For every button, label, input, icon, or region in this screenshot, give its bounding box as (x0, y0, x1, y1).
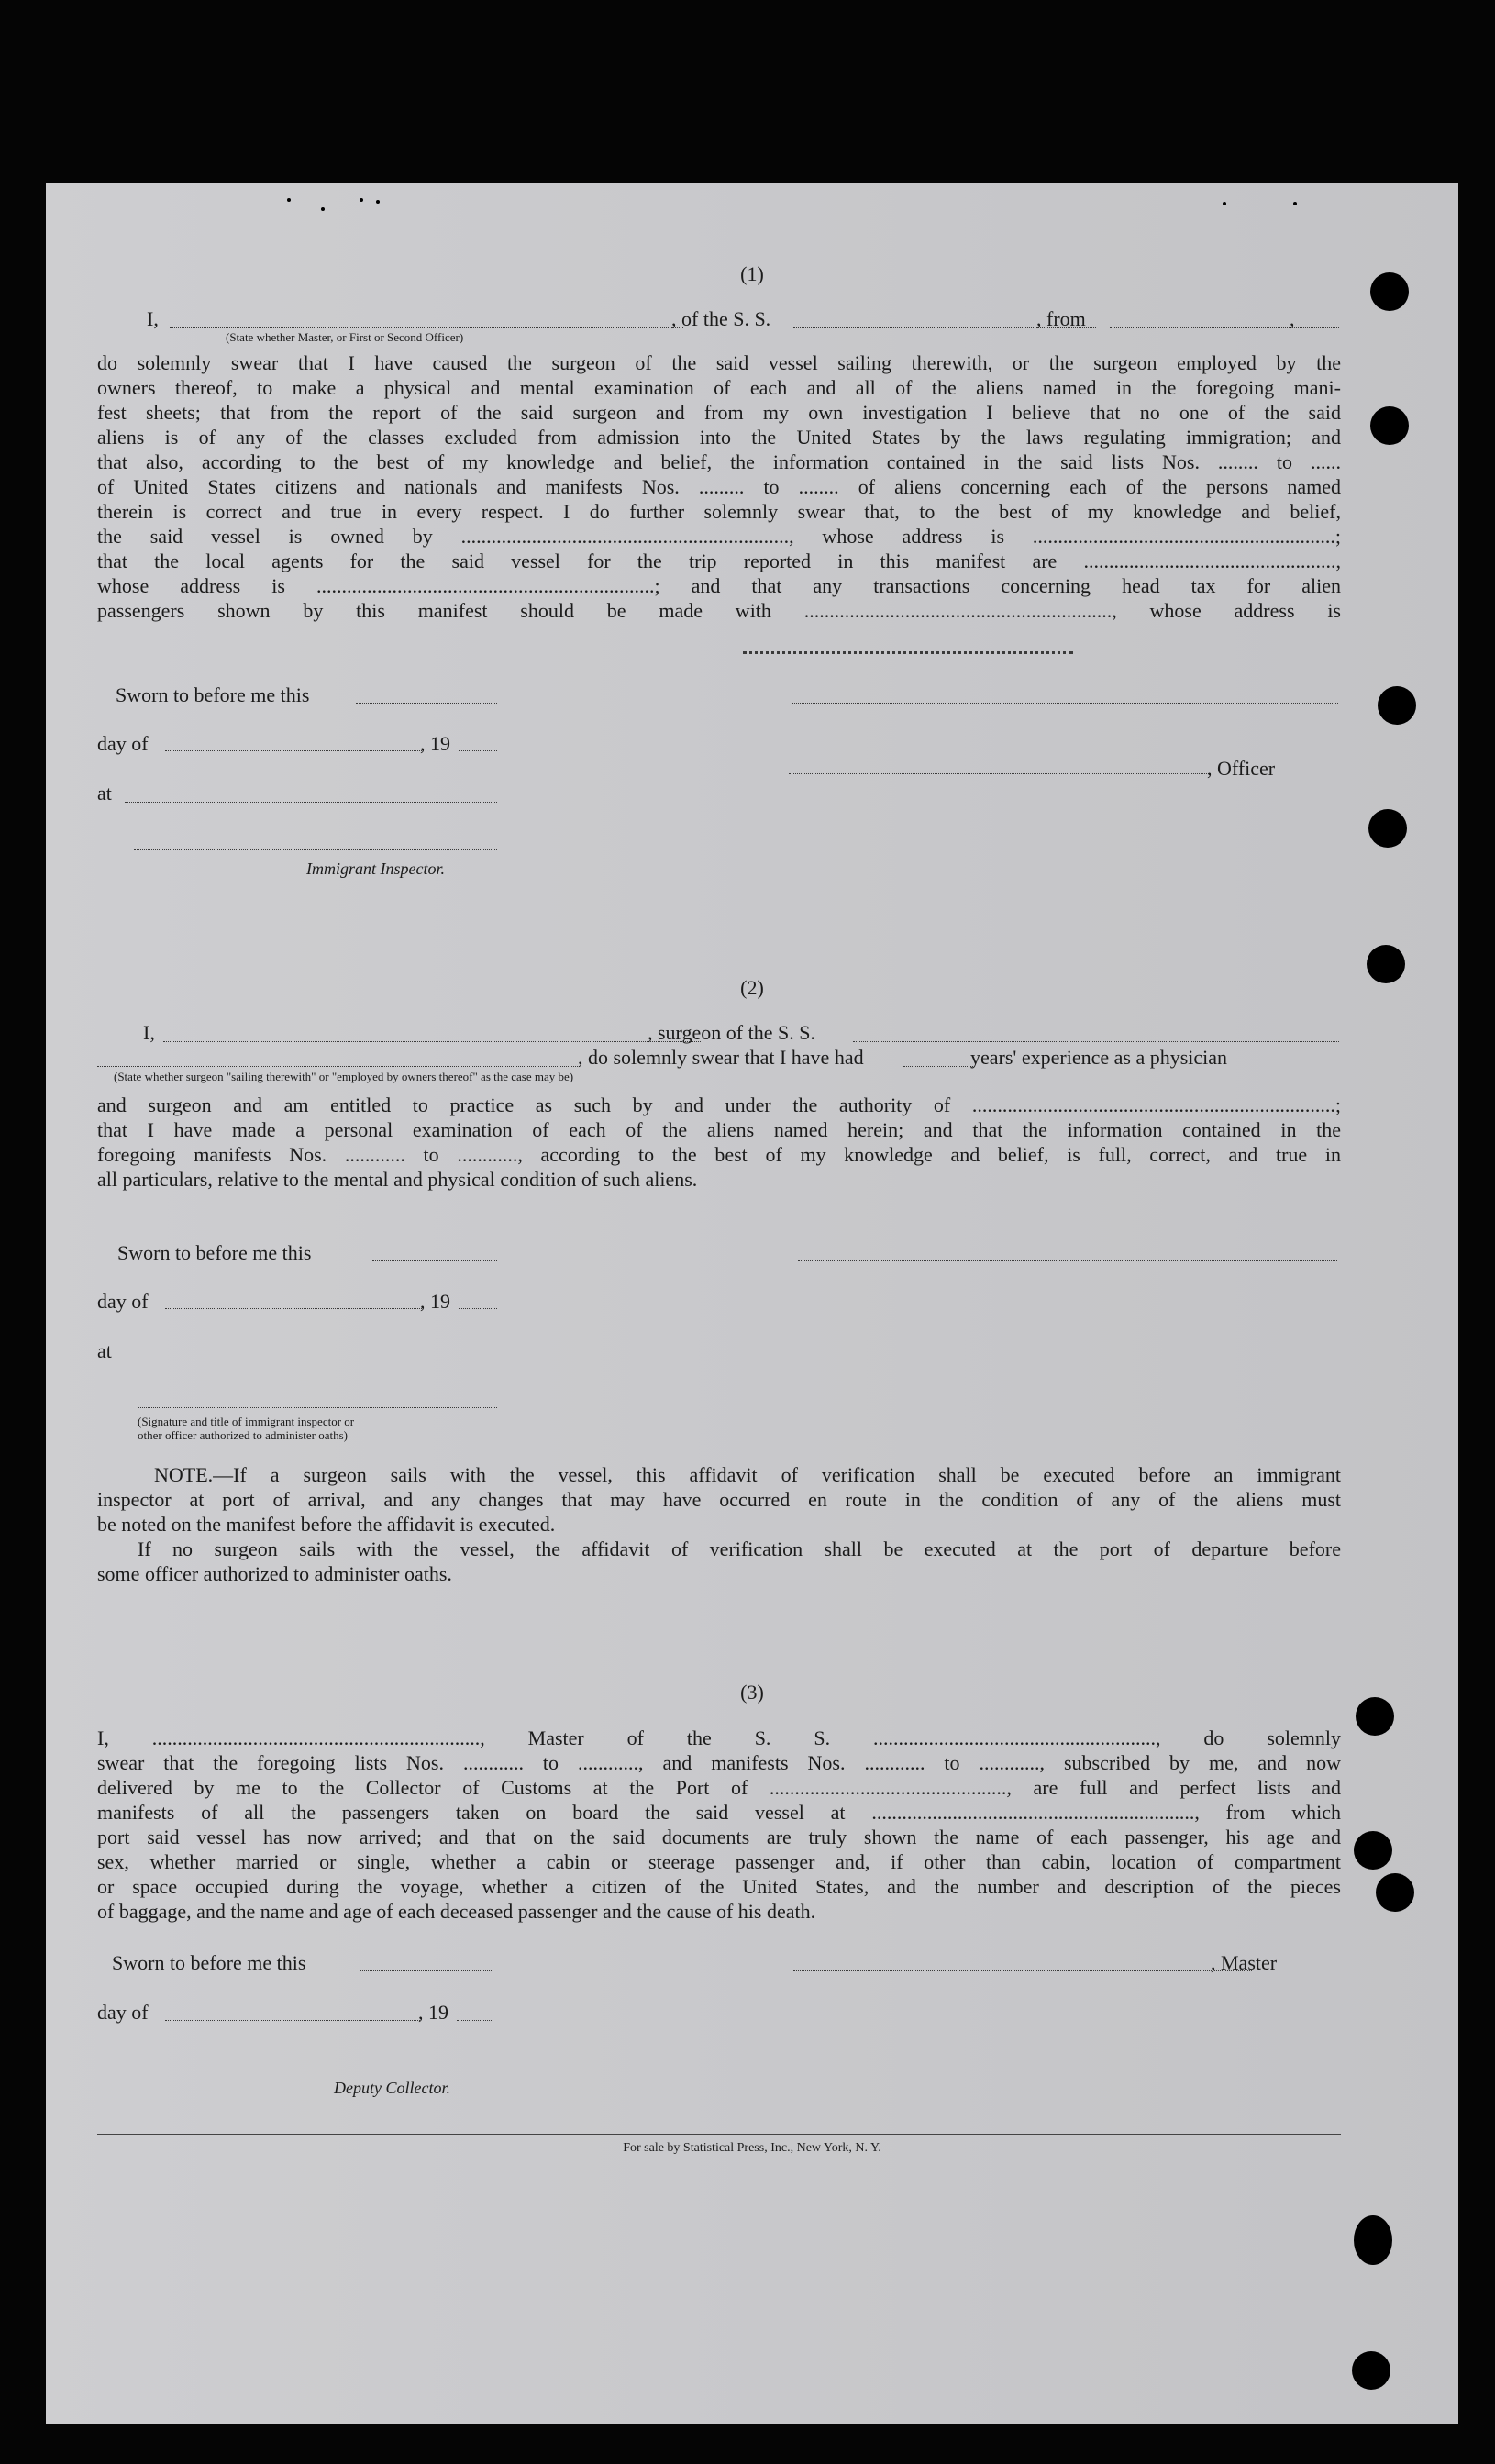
punch-hole (1354, 2215, 1392, 2265)
day-of-label: day of (97, 1290, 149, 1313)
affidavit-3-line: sex, whether married or single, whether a cabin or steerage passenger and, if other than cabin, location of compartment (97, 1850, 1341, 1873)
note-line: NOTE.—If a surgeon sails with the vessel, this affidavit of verification shall be executed before an immigrant (154, 1463, 1341, 1486)
day-of-label: day of (97, 732, 149, 755)
affidavit-2-last-line: all particulars, relative to the mental and physical condition of such aliens. (97, 1168, 698, 1191)
affidavit-3-line: delivered by me to the Collector of Customs at the Port of ..............................................., are full and perfect lists and (97, 1776, 1341, 1799)
affidavit-3-line: swear that the foregoing lists Nos. ............ to ............, and manifests Nos. ............ to ............, subscribed by me, and now (97, 1751, 1341, 1774)
of-the-ss-label: , of the S. S. (671, 307, 771, 330)
affidavit-2-number: (2) (740, 976, 764, 999)
punch-hole (1370, 406, 1409, 445)
punch-hole (1354, 1831, 1392, 1870)
note-line: be noted on the manifest before the affidavit is executed. (97, 1513, 556, 1536)
nineteen-label: , 19 (418, 2001, 448, 2024)
from-label: , from (1036, 307, 1086, 330)
state-whether-caption: (State whether Master, or First or Second Officer) (226, 330, 464, 344)
affidavit-3-line: manifests of all the passengers taken on board the said vessel at ................................................................, from which (97, 1801, 1341, 1824)
sworn-label: Sworn to before me this (117, 1241, 312, 1264)
do-solemnly-label: , do solemnly swear that I have had (578, 1046, 864, 1069)
affidavit-1-line: therein is correct and true in every respect. I do further solemnly swear that, to the best of my knowledge and belief, (97, 500, 1341, 523)
master-label: , Master (1211, 1951, 1278, 1974)
affidavit-3-line: I, ................................................................., Master of the S. S. ........................................................, do solemnly (97, 1726, 1341, 1749)
affidavit-2-line: and surgeon and am entitled to practice as such by and under the authority of ........................................................................; (97, 1093, 1341, 1116)
punch-hole (1368, 809, 1407, 848)
manifest-form-page: (1) I, , of the S. S. , from , (State whether Master, or First or Second Officer) do solemnly swear that I have caused the surgeon of the said vessel sailing therewith, or the surgeon employed by the owners thereof, to make a physical and mental examination of each and all of the aliens named in the foregoing mani- fest sheets; that from the report of the said surgeon and from my own investigation I believe that no one of the said aliens is of any of the classes excluded from admission into the United States by the laws regulating immigration; and that also, according to the best of my knowledge and belief, the information contained in the said lists Nos. ........ to ...... of United States citizens and nationals and manifests Nos. ......... to ........ of aliens concerning each of the persons named therein is correct and true in every respect. I do further solemnly swear that, to the best of my knowledge and belief, the said vessel is owned by ................................................................., whose address is ............................................................; that the local agents for the said vessel for the trip reported in this manifest are .................................................., whose address is ...................................................................; and that any transactions concerning head tax for alien passengers shown by this manifest should be made with ............................................................., whose address is Sworn to before me this day of , 19 , Officer at Immigrant Inspector. (2) I, , surgeon of the S. S. , do solemnly swear that I have had years' experience as a physician (State whether surgeon "sailing therewith" or "employed by owners thereof" as the case may be) and surgeon and am entitled to practice as such by and under the authority of ........................................................................; that I have made a personal examination of each of the aliens named herein; and that the information contained in the foregoing manifests Nos. ............ to ............, according to the best of my knowledge and belief, is full, correct, and true in all particulars, relative to the mental and physical condition of such aliens. Sworn to before me this day of , 19 at (Signature and title of immigrant inspector or other officer authorized to administer oaths) NOTE.—If a surgeon sails with the vessel, this affidavit of verification shall be executed before an immigrant inspector at port of arrival, and any changes that may have occurred en route in the condition of any of the aliens must be noted on the manifest before the affidavit is executed. If no surgeon sails with the vessel, the affidavit of verification shall be executed at the port of departure before some officer authorized to administer oaths. (3) I, ................................................................., Master of the S. S. ........................................................, do solemnly swear that the foregoing lists Nos. ............ to ............, and manifests Nos. ............ to ............, subscribed by me, and now delivered by me to the Collector of Customs at the Port of ..............................................., are full and perfect lists and manifests of all the passengers taken on board the said vessel at ................................................................, from which port said vessel has now arrived; and that on the said documents are truly shown the name of each passenger, his age and sex, whether married or single, whether a cabin or steerage passenger and, if other than cabin, location of compartment or space occupied during the voyage, whether a citizen of the United States, and the number and description of the pieces of baggage, and the name and age of each deceased passenger and the cause of his death. Sworn to before me this , Master day of , 19 Deputy Collector. For sale by Statistical Press, Inc., New York, N. Y. (46, 183, 1458, 2424)
at-label: at (97, 1339, 112, 1362)
footer-imprint: For sale by Statistical Press, Inc., New York, N. Y. (623, 2141, 881, 2155)
affidavit-1-line: owners thereof, to make a physical and mental examination of each and all of the aliens named in the foregoing mani- (97, 376, 1341, 399)
note-line: some officer authorized to administer oaths. (97, 1562, 452, 1585)
affidavit-1-line: whose address is ...................................................................; and that any transactions concerning head tax for alien (97, 574, 1341, 597)
affidavit-2-line: that I have made a personal examination of each of the aliens named herein; and that the information contained in the (97, 1118, 1341, 1141)
signature-caption: (Signature and title of immigrant inspector or (138, 1415, 355, 1428)
surgeon-caption: (State whether surgeon "sailing therewith" or "employed by owners thereof" as the case may be) (114, 1070, 574, 1083)
years-label: years' experience as a physician (970, 1046, 1228, 1069)
affidavit-2-line: foregoing manifests Nos. ............ to ............, according to the best of my knowledge and belief, is full, correct, and true in (97, 1143, 1341, 1166)
affidavit-1-number: (1) (740, 262, 764, 285)
sworn-label: Sworn to before me this (116, 683, 310, 706)
note-line: If no surgeon sails with the vessel, the affidavit of verification shall be executed at the port of departure before (138, 1537, 1341, 1560)
at-label: at (97, 782, 112, 805)
officer-label: , Officer (1207, 757, 1276, 780)
affidavit-1-line: the said vessel is owned by ................................................................., whose address is ............................................................; (97, 525, 1341, 548)
note-label: NOTE. (154, 1463, 214, 1486)
affidavit-1-line: do solemnly swear that I have caused the surgeon of the said vessel sailing therewith, or the surgeon employed by the (97, 351, 1341, 374)
affidavit-1-line: of United States citizens and nationals and manifests Nos. ......... to ........ of aliens concerning each of the persons named (97, 475, 1341, 498)
affidavit-3-line: or space occupied during the voyage, whether a citizen of the United States, and the number and description of the pieces (97, 1875, 1341, 1898)
signature-caption: other officer authorized to administer oaths) (138, 1428, 348, 1442)
nineteen-label: , 19 (420, 1290, 450, 1313)
affidavit-1-line: aliens is of any of the classes excluded from admission into the United States by the laws regulating immigration; and (97, 426, 1341, 449)
affidavit-1-line: that the local agents for the said vessel for the trip reported in this manifest are .................................................., (97, 549, 1341, 572)
immigrant-inspector-caption: Immigrant Inspector. (306, 860, 445, 878)
affidavit-1-line: that also, according to the best of my knowledge and belief, the information contained in the said lists Nos. ........ to ...... (97, 450, 1341, 473)
punch-hole (1352, 2351, 1390, 2390)
affidavit-1-line: passengers shown by this manifest should be made with ............................................................., whose address is (97, 599, 1341, 622)
affidavit-3-number: (3) (740, 1681, 764, 1704)
punch-hole (1378, 686, 1416, 725)
surgeon-of-label: , surgeon of the S. S. (648, 1021, 815, 1044)
affidavit-2-i: I, (143, 1021, 155, 1044)
deputy-collector-caption: Deputy Collector. (334, 2079, 450, 2097)
nineteen-label: , 19 (420, 732, 450, 755)
sworn-label: Sworn to before me this (112, 1951, 306, 1974)
affidavit-3-last-line: of baggage, and the name and age of each deceased passenger and the cause of his death. (97, 1900, 816, 1923)
note-line: inspector at port of arrival, and any changes that may have occurred en route in the condition of any of the aliens must (97, 1488, 1341, 1511)
punch-hole (1376, 1873, 1414, 1912)
affidavit-1-i: I, (147, 307, 159, 330)
day-of-label: day of (97, 2001, 149, 2024)
affidavit-3-line: port said vessel has now arrived; and that on the said documents are truly shown the name of each passenger, his age and (97, 1826, 1341, 1848)
affidavit-1-line: fest sheets; that from the report of the said surgeon and from my own investigation I believe that no one of the said (97, 401, 1341, 424)
